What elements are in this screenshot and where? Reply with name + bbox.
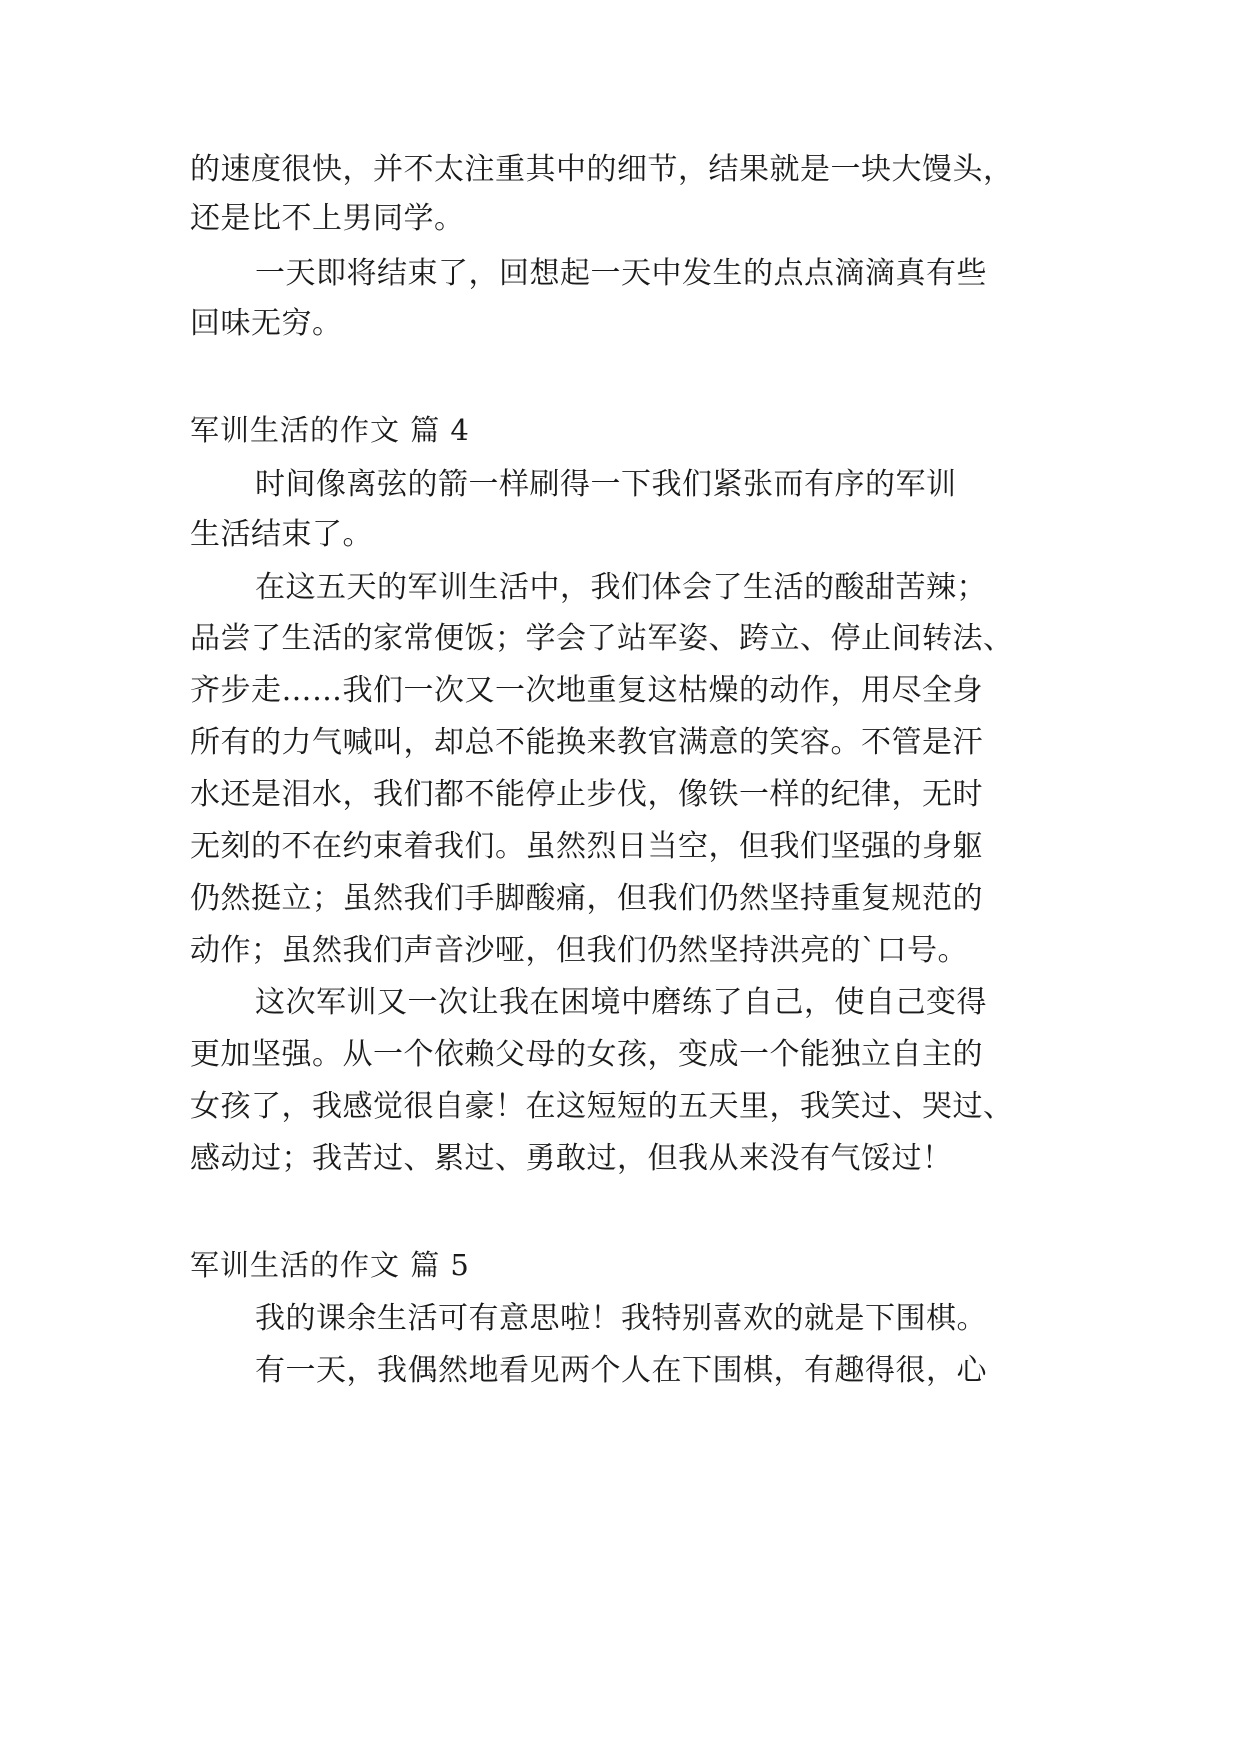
- paragraph-line: 无刻的不在约束着我们。虽然烈日当空，但我们坚强的身躯: [190, 829, 983, 864]
- paragraph-line: 的速度很快，并不太注重其中的细节，结果就是一块大馒头，: [190, 152, 1014, 187]
- paragraph-line: 仍然挺立；虽然我们手脚酸痛，但我们仍然坚持重复规范的: [190, 881, 983, 916]
- paragraph-line: 更加坚强。从一个依赖父母的女孩，变成一个能独立自主的: [190, 1037, 983, 1072]
- paragraph-line: 回味无穷。: [190, 306, 343, 341]
- paragraph-line: 还是比不上男同学。: [190, 201, 465, 236]
- paragraph-line: 一天即将结束了，回想起一天中发生的点点滴滴真有些: [255, 256, 987, 291]
- paragraph-line: 在这五天的军训生活中，我们体会了生活的酸甜苦辣；: [255, 570, 987, 605]
- paragraph-line: 感动过；我苦过、累过、勇敢过，但我从来没有气馁过！: [190, 1141, 953, 1176]
- paragraph-line: 品尝了生活的家常便饭；学会了站军姿、跨立、停止间转法、: [190, 621, 1014, 656]
- paragraph-line: 水还是泪水，我们都不能停止步伐，像铁一样的纪律，无时: [190, 777, 983, 812]
- paragraph-line: 我的课余生活可有意思啦！我特别喜欢的就是下围棋。: [255, 1301, 987, 1336]
- paragraph-line: 齐步走……我们一次又一次地重复这枯燥的动作，用尽全身: [190, 673, 983, 708]
- paragraph-line: 所有的力气喊叫，却总不能换来教官满意的笑容。不管是汗: [190, 725, 983, 760]
- section-heading: 军训生活的作文 篇 5: [190, 1248, 470, 1282]
- paragraph-line: 这次军训又一次让我在困境中磨练了自己，使自己变得: [255, 985, 987, 1020]
- paragraph-line: 有一天，我偶然地看见两个人在下围棋，有趣得很，心: [255, 1353, 987, 1388]
- paragraph-line: 动作；虽然我们声音沙哑，但我们仍然坚持洪亮的`口号。: [190, 933, 968, 968]
- paragraph-line: 时间像离弦的箭一样刷得一下我们紧张而有序的军训: [255, 467, 957, 502]
- section-heading: 军训生活的作文 篇 4: [190, 413, 470, 447]
- paragraph-line: 女孩了，我感觉很自豪！在这短短的五天里，我笑过、哭过、: [190, 1089, 1014, 1124]
- paragraph-line: 生活结束了。: [190, 517, 373, 552]
